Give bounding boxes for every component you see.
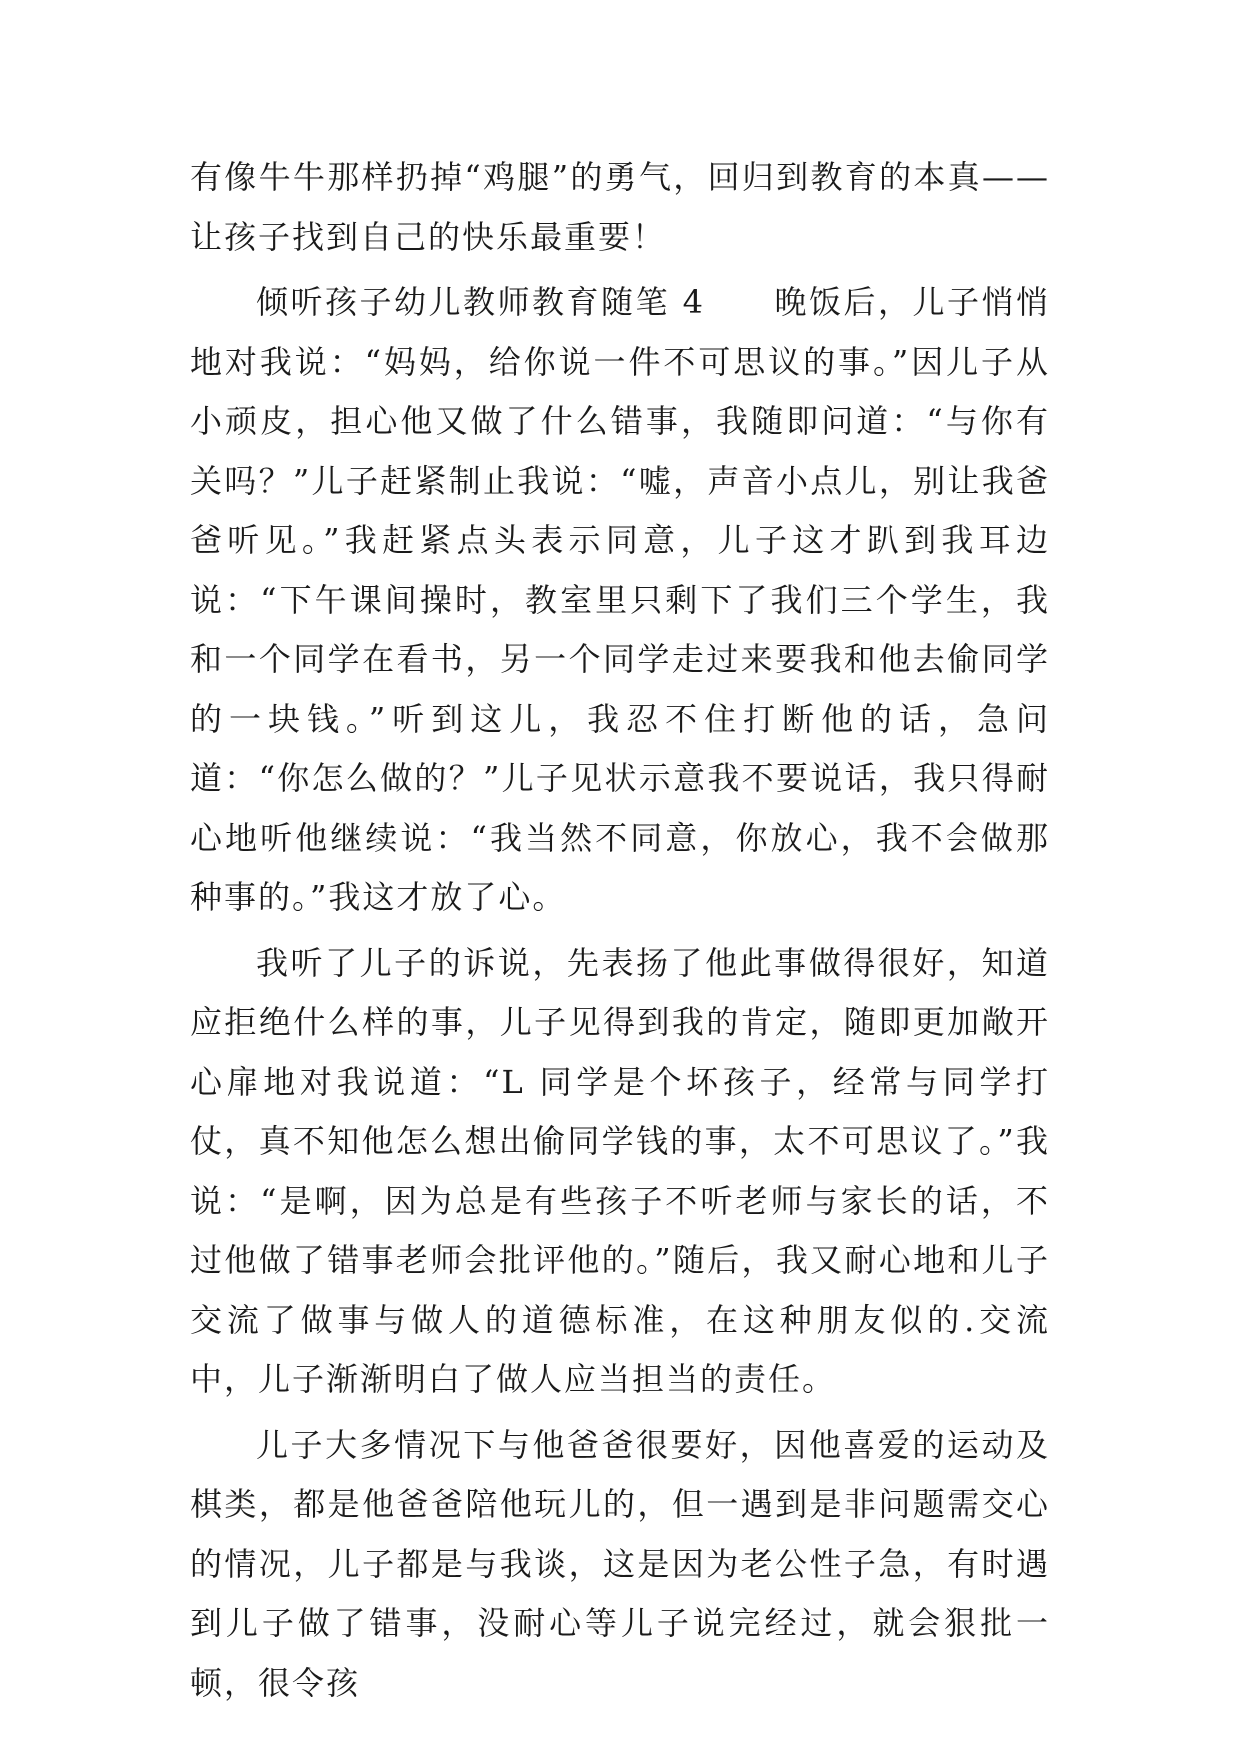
paragraph-son-and-father: 儿子大多情况下与他爸爸很要好，因他喜爱的运动及棋类，都是他爸爸陪他玩儿的，但一遇到是非问题需交心的情况，儿子都是与我谈，这是因为老公性子急，有时遇到儿子做了错事，没耐心等儿子说完经过，就会狠批一顿，很令孩: [190, 1425, 1050, 1702]
document-body: [190, 148, 1050, 1713]
paragraph-praise-son: 我听了儿子的诉说，先表扬了他此事做得很好，知道应拒绝什么样的事，儿子见得到我的肯定，随即更加敞开心扉地对我说道：“L 同学是个坏孩子，经常与同学打仗，真不知他怎么想出偷同学钱的事，太不可思议了。”我说：“是啊，因为总是有些孩子不听老师与家长的话，不过他做了错事老师会批评他的。”随后，我又耐心地和儿子交流了做事与做人的道德标准，在这种朋友似的.交流中，儿子渐渐明白了做人应当担当的责任。: [190, 943, 1050, 1398]
paragraph-essay-4-intro: 倾听孩子幼儿教师教育随笔 4 晚饭后，儿子悄悄地对我说：“妈妈，给你说一件不可思议的事。”因儿子从小顽皮，担心他又做了什么错事，我随即问道：“与你有关吗？”儿子赶紧制止我说：“嘘，声音小点儿，别让我爸爸听见。”我赶紧点头表示同意，儿子这才趴到我耳边说：“下午课间操时，教室里只剩下了我们三个学生，我和一个同学在看书，另一个同学走过来要我和他去偷同学的一块钱。”听到这儿，我忍不住打断他的话，急问道：“你怎么做的？”儿子见状示意我不要说话，我只得耐心地听他继续说：“我当然不同意，你放心，我不会做那种事的。”我这才放了心。: [190, 283, 1050, 916]
paragraph-continuation: 有像牛牛那样扔掉“鸡腿”的勇气，回归到教育的本真——让孩子找到自己的快乐最重要！: [190, 158, 1050, 256]
